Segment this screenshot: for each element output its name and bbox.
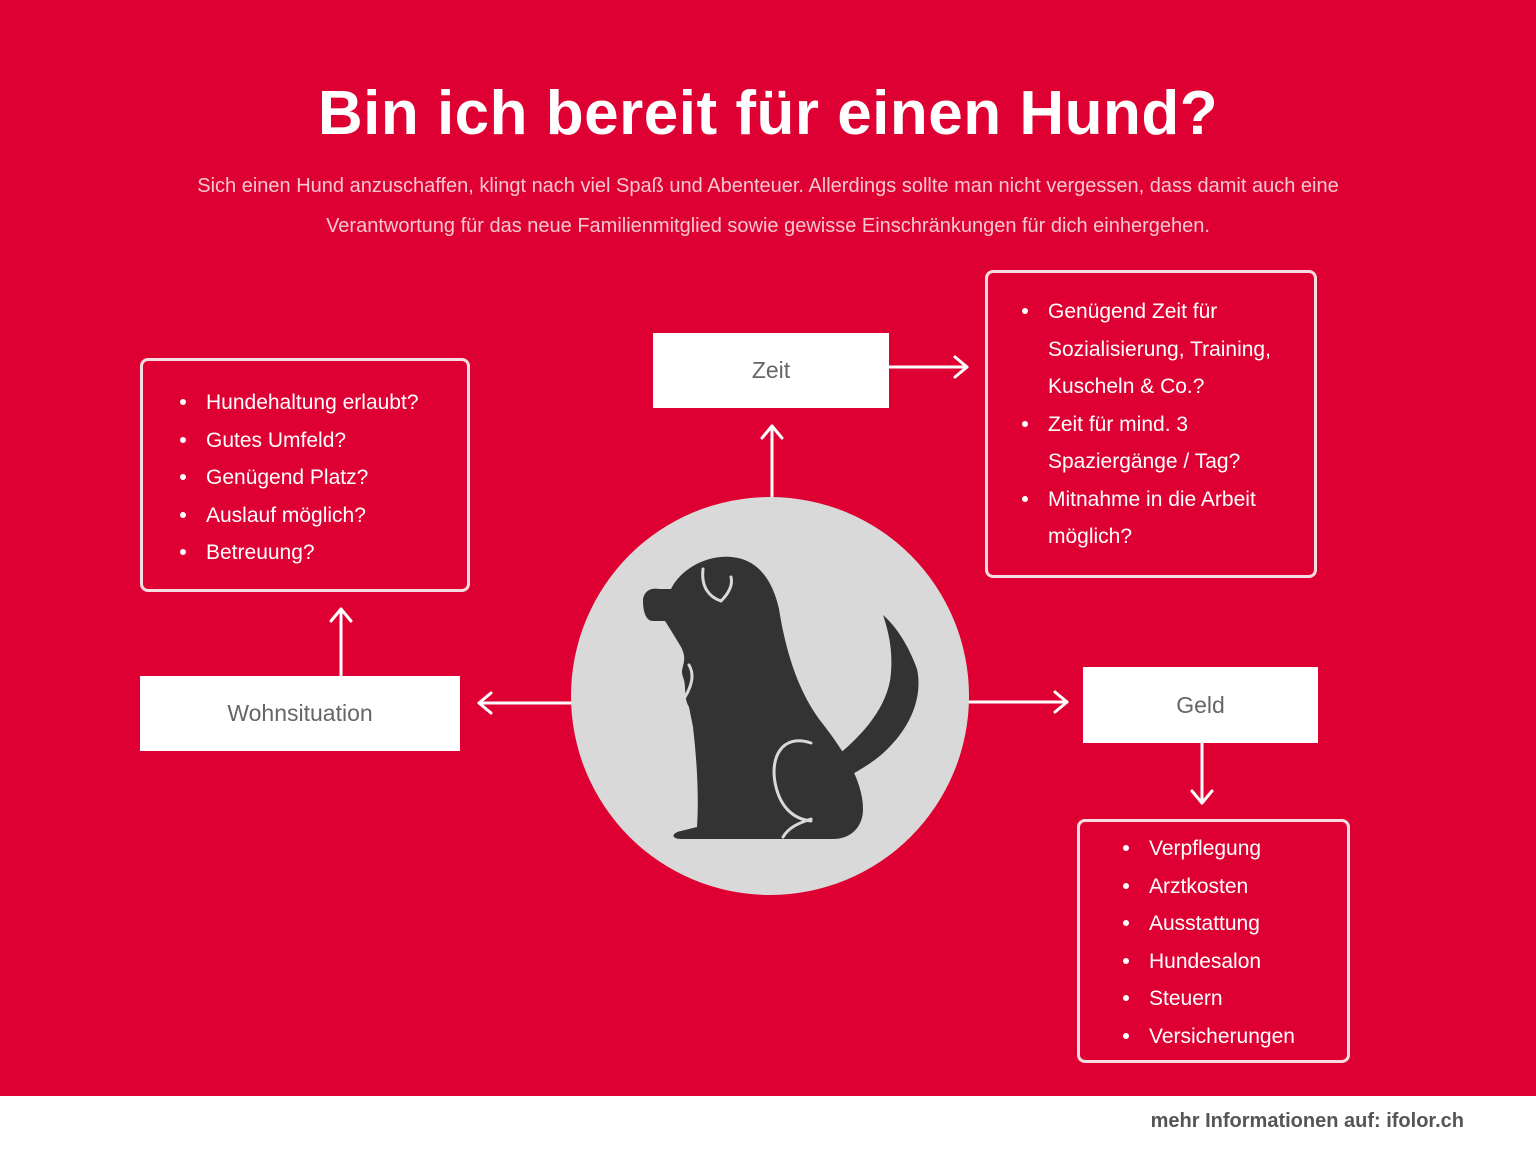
geld-list-box [1077, 819, 1350, 1063]
wohnsituation-item: Hundehaltung erlaubt? [180, 384, 451, 422]
zeit-list-box [985, 270, 1317, 578]
node-wohnsituation [140, 676, 460, 751]
zeit-item: Genügend Zeit für Sozialisierung, Training, Kuscheln & Co.? [1022, 293, 1294, 406]
geld-item: Verpflegung [1123, 830, 1337, 868]
wohnsituation-item: Genügend Platz? [180, 459, 451, 497]
geld-item: Versicherungen [1123, 1018, 1337, 1056]
wohnsituation-item: Auslauf möglich? [180, 497, 451, 535]
sitting-dog-icon [571, 497, 969, 895]
page-subtitle: Sich einen Hund anzuschaffen, klingt nach viel Spaß und Abenteuer. Allerdings sollte man nicht vergessen, dass damit auch eine Verantwortung für das neue Familienmitglied sowie gewisse Einschränkungen für dich einhergehen. [197, 175, 1339, 237]
wohnsituation-list-box [140, 358, 470, 592]
node-geld [1083, 667, 1318, 743]
footer-source-text: mehr Informationen auf: ifolor.ch [1150, 1110, 1464, 1132]
geld-item: Arztkosten [1123, 868, 1337, 906]
zeit-item: Mitnahme in die Arbeit möglich? [1022, 481, 1294, 556]
zeit-item: Zeit für mind. 3 Spaziergänge / Tag? [1022, 406, 1294, 481]
geld-item: Hundesalon [1123, 943, 1337, 981]
node-zeit [653, 333, 889, 408]
node-geld-label: Geld [1176, 691, 1225, 718]
geld-item: Steuern [1123, 980, 1337, 1018]
node-zeit-label: Zeit [751, 357, 791, 383]
footer [0, 1096, 1536, 1152]
wohnsituation-item: Betreuung? [180, 534, 451, 572]
geld-item: Ausstattung [1123, 905, 1337, 943]
node-wohnsituation-label: Wohnsituation [227, 700, 373, 726]
page-title: Bin ich bereit für einen Hund? [317, 79, 1219, 148]
wohnsituation-item: Gutes Umfeld? [180, 422, 451, 460]
